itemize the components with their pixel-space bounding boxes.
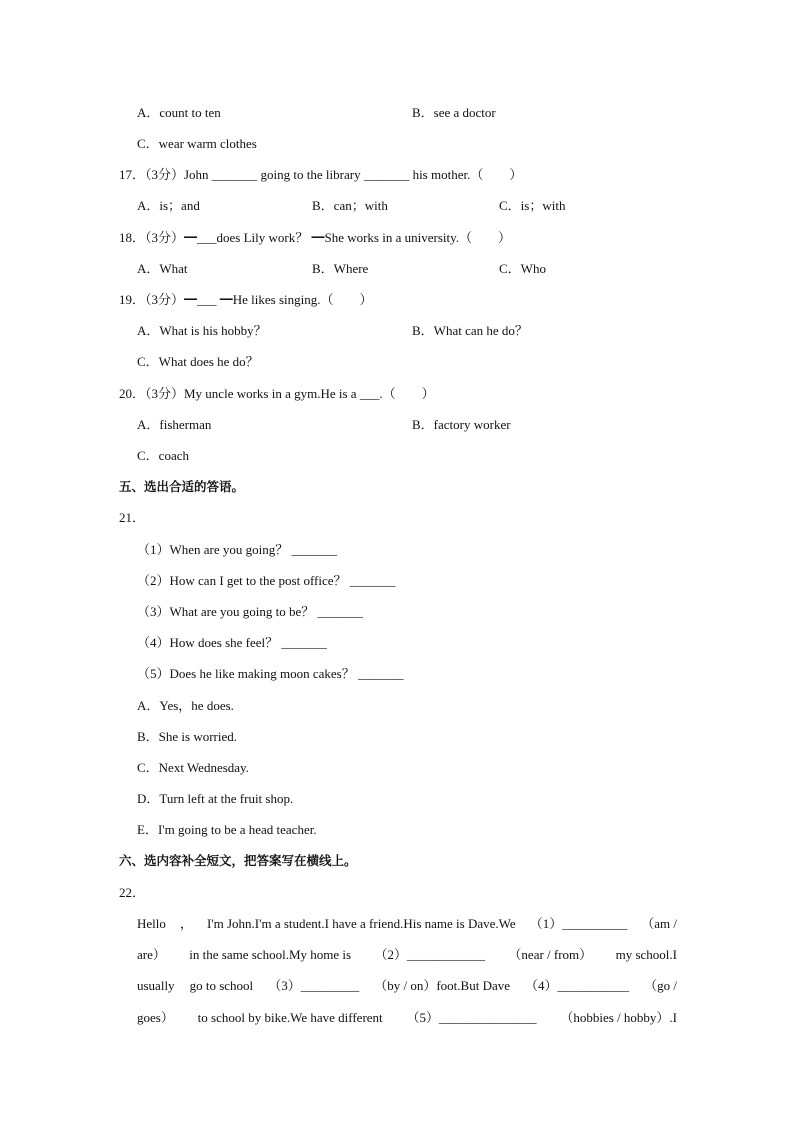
passage-line-3 xyxy=(137,978,677,994)
q19-option-c: C．What does he do？ xyxy=(137,354,259,369)
passage-segment: in the same school.My home is xyxy=(189,947,352,962)
blank-5: （5）_______________ xyxy=(406,1010,537,1025)
passage-segment: （near / from） xyxy=(508,947,593,962)
passage-segment: my school.I xyxy=(615,947,677,962)
q20-stem: 20．（3分）My uncle works in a gym.He is a ___.（ ） xyxy=(119,386,435,401)
q21-answer-a: A．Yes，he does. xyxy=(137,698,234,713)
q22-number: 22． xyxy=(119,885,146,900)
q20-option-b: B．factory worker xyxy=(412,417,511,432)
q17-option-b: B．can；with xyxy=(312,198,388,213)
q20-option-c: C．coach xyxy=(137,448,189,463)
q21-item-3: （3）What are you going to be？ _______ xyxy=(137,604,364,619)
q16-option-b: B．see a doctor xyxy=(412,105,496,120)
q18-option-b: B．Where xyxy=(312,261,369,276)
passage-line-1 xyxy=(137,916,677,932)
q19-option-a: A．What is his hobby？ xyxy=(137,323,267,338)
passage-segment: ， xyxy=(179,916,193,931)
section-5-heading: 五、选出合适的答语。 xyxy=(119,479,245,494)
q21-item-2: （2）How can I get to the post office？ _______ xyxy=(137,573,396,588)
q20-option-a: A．fisherman xyxy=(137,417,212,432)
q16-option-c: C．wear warm clothes xyxy=(137,136,257,151)
passage-segment: （by / on）foot.But Dave xyxy=(374,978,510,993)
q21-item-4: （4）How does she feel？ _______ xyxy=(137,635,327,650)
q21-answer-d: D．Turn left at the fruit shop. xyxy=(137,791,294,806)
q18-option-c: C．Who xyxy=(499,261,546,276)
passage-segment: goes） xyxy=(137,1010,174,1025)
q16-option-a: A．count to ten xyxy=(137,105,221,120)
q21-answer-c: C．Next Wednesday. xyxy=(137,760,249,775)
passage-segment: （hobbies / hobby）.I xyxy=(560,1010,677,1025)
passage-segment: （go / xyxy=(644,978,677,993)
passage-segment: Hello xyxy=(137,916,166,931)
blank-1: （1）__________ xyxy=(529,916,628,931)
q18-stem: 18．（3分）━___does Lily work？ ━She works in a university.（ ） xyxy=(119,230,512,245)
passage-line-2 xyxy=(137,947,677,963)
q19-stem: 19．（3分）━___ ━He likes singing.（ ） xyxy=(119,292,373,307)
q21-number: 21． xyxy=(119,510,146,525)
q21-answer-b: B．She is worried. xyxy=(137,729,238,744)
q18-option-a: A．What xyxy=(137,261,188,276)
blank-3: （3）_________ xyxy=(268,978,360,993)
q17-option-c: C．is；with xyxy=(499,198,566,213)
q17-stem: 17．（3分）John _______ going to the library _______ his mother.（ ） xyxy=(119,167,523,182)
q21-answer-e: E．I'm going to be a head teacher. xyxy=(137,822,317,837)
passage-line-4 xyxy=(137,1010,677,1026)
blank-4: （4）___________ xyxy=(525,978,630,993)
passage-segment: （am / xyxy=(641,916,677,931)
q21-item-1: （1）When are you going？ _______ xyxy=(137,542,338,557)
passage-segment: are） xyxy=(137,947,166,962)
passage-segment: go to school xyxy=(189,978,254,993)
section-6-heading: 六、选内容补全短文，把答案写在横线上。 xyxy=(119,853,357,868)
passage-segment: to school by bike.We have different xyxy=(197,1010,383,1025)
passage-segment: I'm John.I'm a student.I have a friend.His name is Dave.We xyxy=(206,916,516,931)
q21-item-5: （5）Does he like making moon cakes？ _______ xyxy=(137,666,404,681)
q17-option-a: A．is；and xyxy=(137,198,200,213)
passage-segment: usually xyxy=(137,978,175,993)
blank-2: （2）____________ xyxy=(374,947,485,962)
q19-option-b: B．What can he do？ xyxy=(412,323,528,338)
